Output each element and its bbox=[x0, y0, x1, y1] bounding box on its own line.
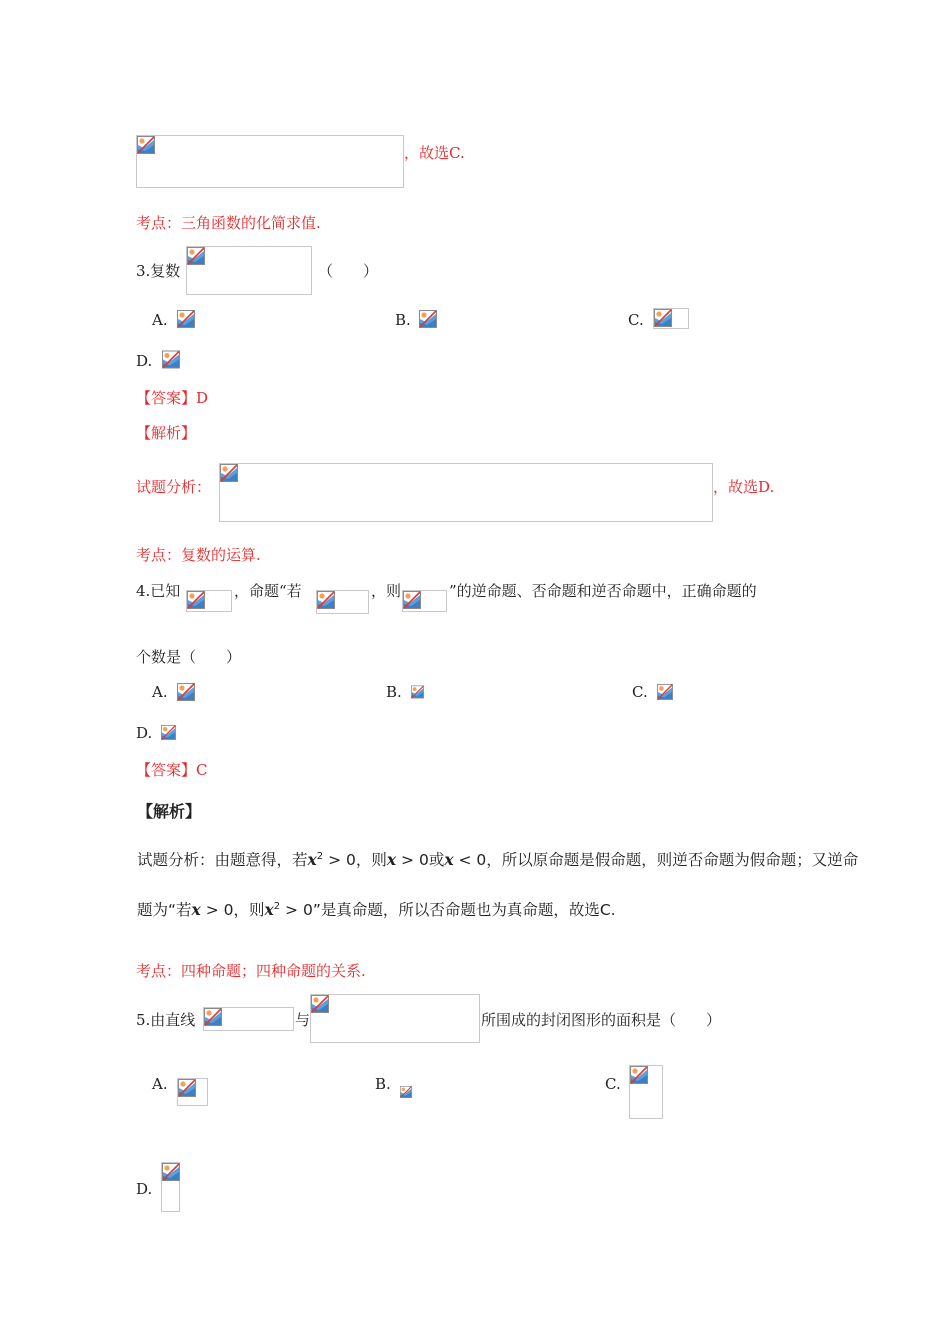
question-stem: 3.复数 bbox=[136, 262, 181, 280]
option-a-label: A. bbox=[152, 1075, 168, 1093]
formula-image bbox=[136, 135, 404, 188]
option-a-label: A. bbox=[152, 683, 168, 701]
analysis-text: ，则 bbox=[233, 901, 265, 920]
broken-image-icon bbox=[162, 1163, 180, 1181]
math-sup: 2 bbox=[316, 851, 324, 862]
math-rel: > 0 bbox=[396, 851, 429, 870]
choice-conclusion: ，故选D. bbox=[713, 478, 775, 496]
broken-image-icon bbox=[311, 995, 329, 1013]
math-var: x bbox=[307, 850, 317, 870]
analysis-text: ，则 bbox=[355, 851, 387, 870]
formula-image bbox=[177, 1078, 208, 1106]
analysis-line-1 bbox=[137, 845, 858, 872]
option-c-label: C. bbox=[628, 311, 644, 329]
answer-value: C bbox=[196, 761, 208, 779]
answer-value: D bbox=[196, 389, 209, 407]
broken-image-icon bbox=[204, 1008, 222, 1026]
broken-image-icon bbox=[403, 591, 421, 609]
answer-label: 【答案】 bbox=[136, 761, 197, 779]
broken-image-icon bbox=[657, 682, 673, 702]
formula-image bbox=[402, 590, 447, 612]
option-d-label: D. bbox=[136, 724, 153, 742]
analysis-text: 或 bbox=[428, 851, 445, 870]
analysis-text: ，所以原命题是假命题，则逆否命题为假命题；又逆命 bbox=[486, 851, 859, 870]
broken-image-icon bbox=[177, 682, 195, 702]
formula-image bbox=[186, 590, 232, 612]
formula-image bbox=[310, 994, 480, 1043]
option-a-label: A. bbox=[152, 311, 168, 329]
broken-image-icon bbox=[178, 1079, 196, 1097]
kaodian: 考点：三角函数的化简求值. bbox=[136, 214, 321, 232]
analysis-label: 【解析】 bbox=[136, 424, 197, 442]
answer-line bbox=[136, 760, 208, 780]
question-stem-mid: ，命题“若 bbox=[234, 582, 302, 600]
analysis-label: 【解析】 bbox=[137, 802, 202, 821]
formula-image bbox=[629, 1065, 663, 1119]
option-d-label: D. bbox=[136, 352, 153, 370]
math-sup: 2 bbox=[273, 901, 281, 912]
math-var: x bbox=[191, 900, 201, 920]
question-stem-mid: ，则 bbox=[371, 582, 402, 600]
broken-image-icon bbox=[161, 722, 176, 743]
broken-image-icon bbox=[220, 464, 238, 482]
formula-image bbox=[203, 1007, 294, 1031]
answer-line bbox=[136, 388, 208, 408]
option-b-label: B. bbox=[395, 311, 411, 329]
math-var: x bbox=[264, 900, 274, 920]
math-rel: > 0 bbox=[323, 851, 356, 870]
formula-image bbox=[161, 1162, 180, 1212]
math-rel: > 0 bbox=[200, 901, 234, 920]
option-c-label: C. bbox=[605, 1075, 621, 1093]
broken-image-icon bbox=[162, 350, 180, 369]
formula-image bbox=[316, 590, 369, 614]
analysis-line-2 bbox=[137, 895, 616, 922]
math-rel: > 0 bbox=[280, 901, 313, 920]
kaodian: 考点：四种命题；四种命题的关系. bbox=[136, 962, 366, 980]
broken-image-icon bbox=[177, 309, 195, 329]
formula-image bbox=[653, 308, 689, 329]
option-d-label: D. bbox=[136, 1180, 153, 1198]
math-var: x bbox=[386, 850, 397, 870]
option-b-label: B. bbox=[375, 1075, 391, 1093]
analysis-text: 题为“若 bbox=[137, 901, 192, 920]
question-stem-line2: 个数是（ ） bbox=[136, 648, 242, 666]
question-stem: 4.已知 bbox=[136, 582, 181, 600]
broken-image-icon bbox=[419, 309, 437, 329]
choice-conclusion: ，故选C. bbox=[404, 144, 465, 162]
question-stem: 5.由直线 bbox=[136, 1011, 196, 1029]
broken-image-icon bbox=[317, 591, 335, 609]
broken-image-icon bbox=[400, 1082, 412, 1102]
broken-image-icon bbox=[654, 309, 672, 327]
option-c-label: C. bbox=[632, 683, 648, 701]
formula-image bbox=[186, 246, 312, 295]
question-stem-tail: 所围成的封闭图形的面积是（ ） bbox=[481, 1011, 722, 1029]
answer-label: 【答案】 bbox=[136, 389, 197, 407]
kaodian: 考点：复数的运算. bbox=[136, 546, 261, 564]
broken-image-icon bbox=[187, 247, 205, 265]
broken-image-icon bbox=[630, 1066, 648, 1084]
question-stem-mid: 与 bbox=[295, 1011, 311, 1029]
analysis-text: 试题分析：由题意得，若 bbox=[137, 851, 308, 870]
question-stem-tail: ”的逆命题、否命题和逆否命题中，正确命题的 bbox=[449, 582, 757, 600]
math-var: x bbox=[444, 850, 454, 870]
broken-image-icon bbox=[137, 136, 155, 154]
math-rel: < 0 bbox=[453, 851, 487, 870]
broken-image-icon bbox=[187, 591, 205, 609]
broken-image-icon bbox=[411, 682, 424, 702]
formula-image bbox=[219, 463, 713, 522]
analysis-text: ”是真命题，所以否命题也为真命题，故选C. bbox=[312, 901, 616, 920]
option-b-label: B. bbox=[386, 683, 402, 701]
answer-paren: （ ） bbox=[318, 262, 379, 280]
analysis-prefix: 试题分析： bbox=[136, 478, 212, 496]
